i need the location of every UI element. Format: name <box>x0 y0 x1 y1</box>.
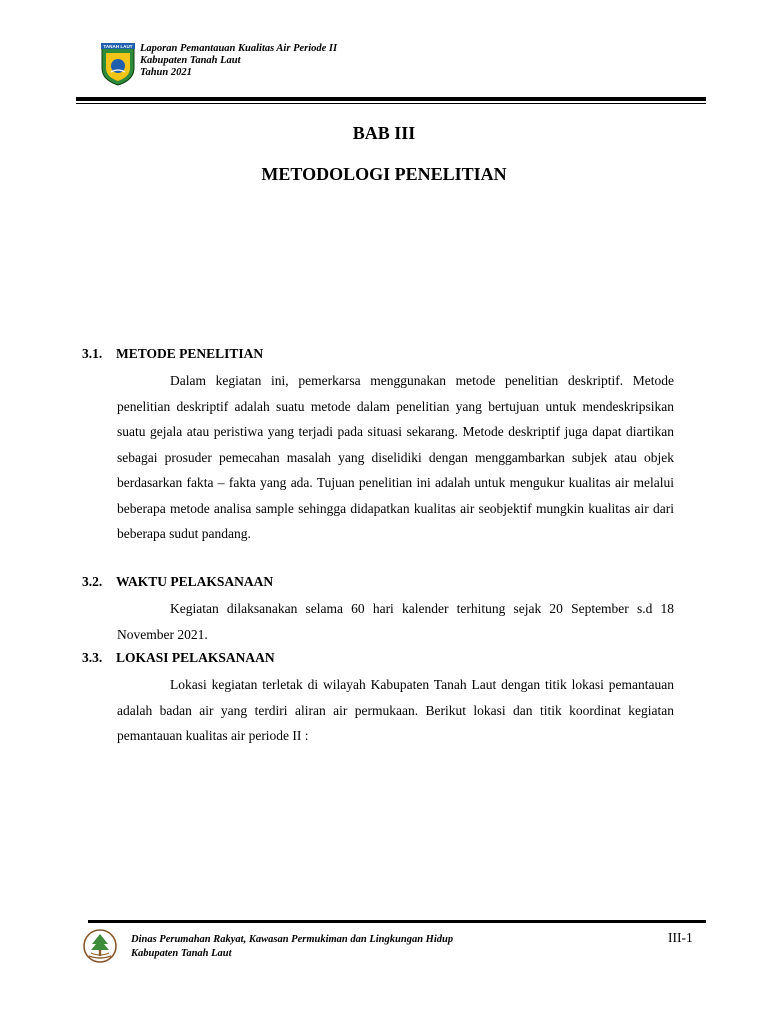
section-paragraph-3-1: Dalam kegiatan ini, pemerkarsa menggunakan metode penelitian deskriptif. Metode penelitian deskriptif adalah suatu metode dalam penelitian yang bertujuan untuk mendeskripsikan suatu gejala atau peristiwa yang terjadi pada situasi sekarang. Metode deskriptif juga dapat diartikan sebagai prosuder pemecahan masalah yang diselidiki dengan menggambarkan subjek atau objek berdasarkan fakta – fakta yang ada. Tujuan penelitian ini adalah untuk mengukur kualitas air melalui beberapa metode analisa sample sehingga didapatkan kualitas air seobjektif mungkin kualitas air dari beberapa sudut pandang. <box>117 373 674 541</box>
section-heading-3-3 <box>82 650 275 666</box>
section-title: LOKASI PELAKSANAAN <box>116 650 275 665</box>
section-paragraph-3-2: Kegiatan dilaksanakan selama 60 hari kalender terhitung sejak 20 September s.d 18 November 2021. <box>117 601 674 642</box>
footer-divider <box>88 920 706 923</box>
section-number: 3.1. <box>82 346 103 361</box>
tanah-laut-emblem-icon <box>100 42 136 86</box>
regency-name: Kabupaten Tanah Laut <box>140 55 241 66</box>
section-heading-3-2 <box>82 574 273 590</box>
section-number: 3.3. <box>82 650 103 665</box>
header-divider-thin <box>76 103 706 104</box>
page-header <box>100 40 710 90</box>
section-paragraph-3-3: Lokasi kegiatan terletak di wilayah Kabupaten Tanah Laut dengan titik lokasi pemantauan adalah badan air yang terdiri aliran air permukaan. Berikut lokasi dan titik koordinat kegiatan pemantauan kualitas air periode II : <box>117 677 674 743</box>
header-text <box>140 43 337 79</box>
page-number: III-1 <box>668 930 693 945</box>
environment-agency-emblem-icon <box>82 928 118 964</box>
section-number: 3.2. <box>82 574 103 589</box>
header-divider-thick <box>76 97 706 101</box>
footer-regency: Kabupaten Tanah Laut <box>131 948 232 959</box>
footer-text <box>131 933 453 961</box>
section-title: WAKTU PELAKSANAAN <box>116 574 274 589</box>
chapter-title: METODOLOGI PENELITIAN <box>261 164 507 184</box>
section-title: METODE PENELITIAN <box>116 346 264 361</box>
chapter-number: BAB III <box>352 123 416 143</box>
report-title: Laporan Pemantauan Kualitas Air Periode II <box>140 43 338 54</box>
agency-name: Dinas Perumahan Rakyat, Kawasan Permukiman dan Lingkungan Hidup <box>131 934 454 945</box>
section-heading-3-1 <box>82 346 263 362</box>
emblem-banner-text: TANAH LAUT <box>103 44 133 49</box>
report-year: Tahun 2021 <box>140 67 192 78</box>
